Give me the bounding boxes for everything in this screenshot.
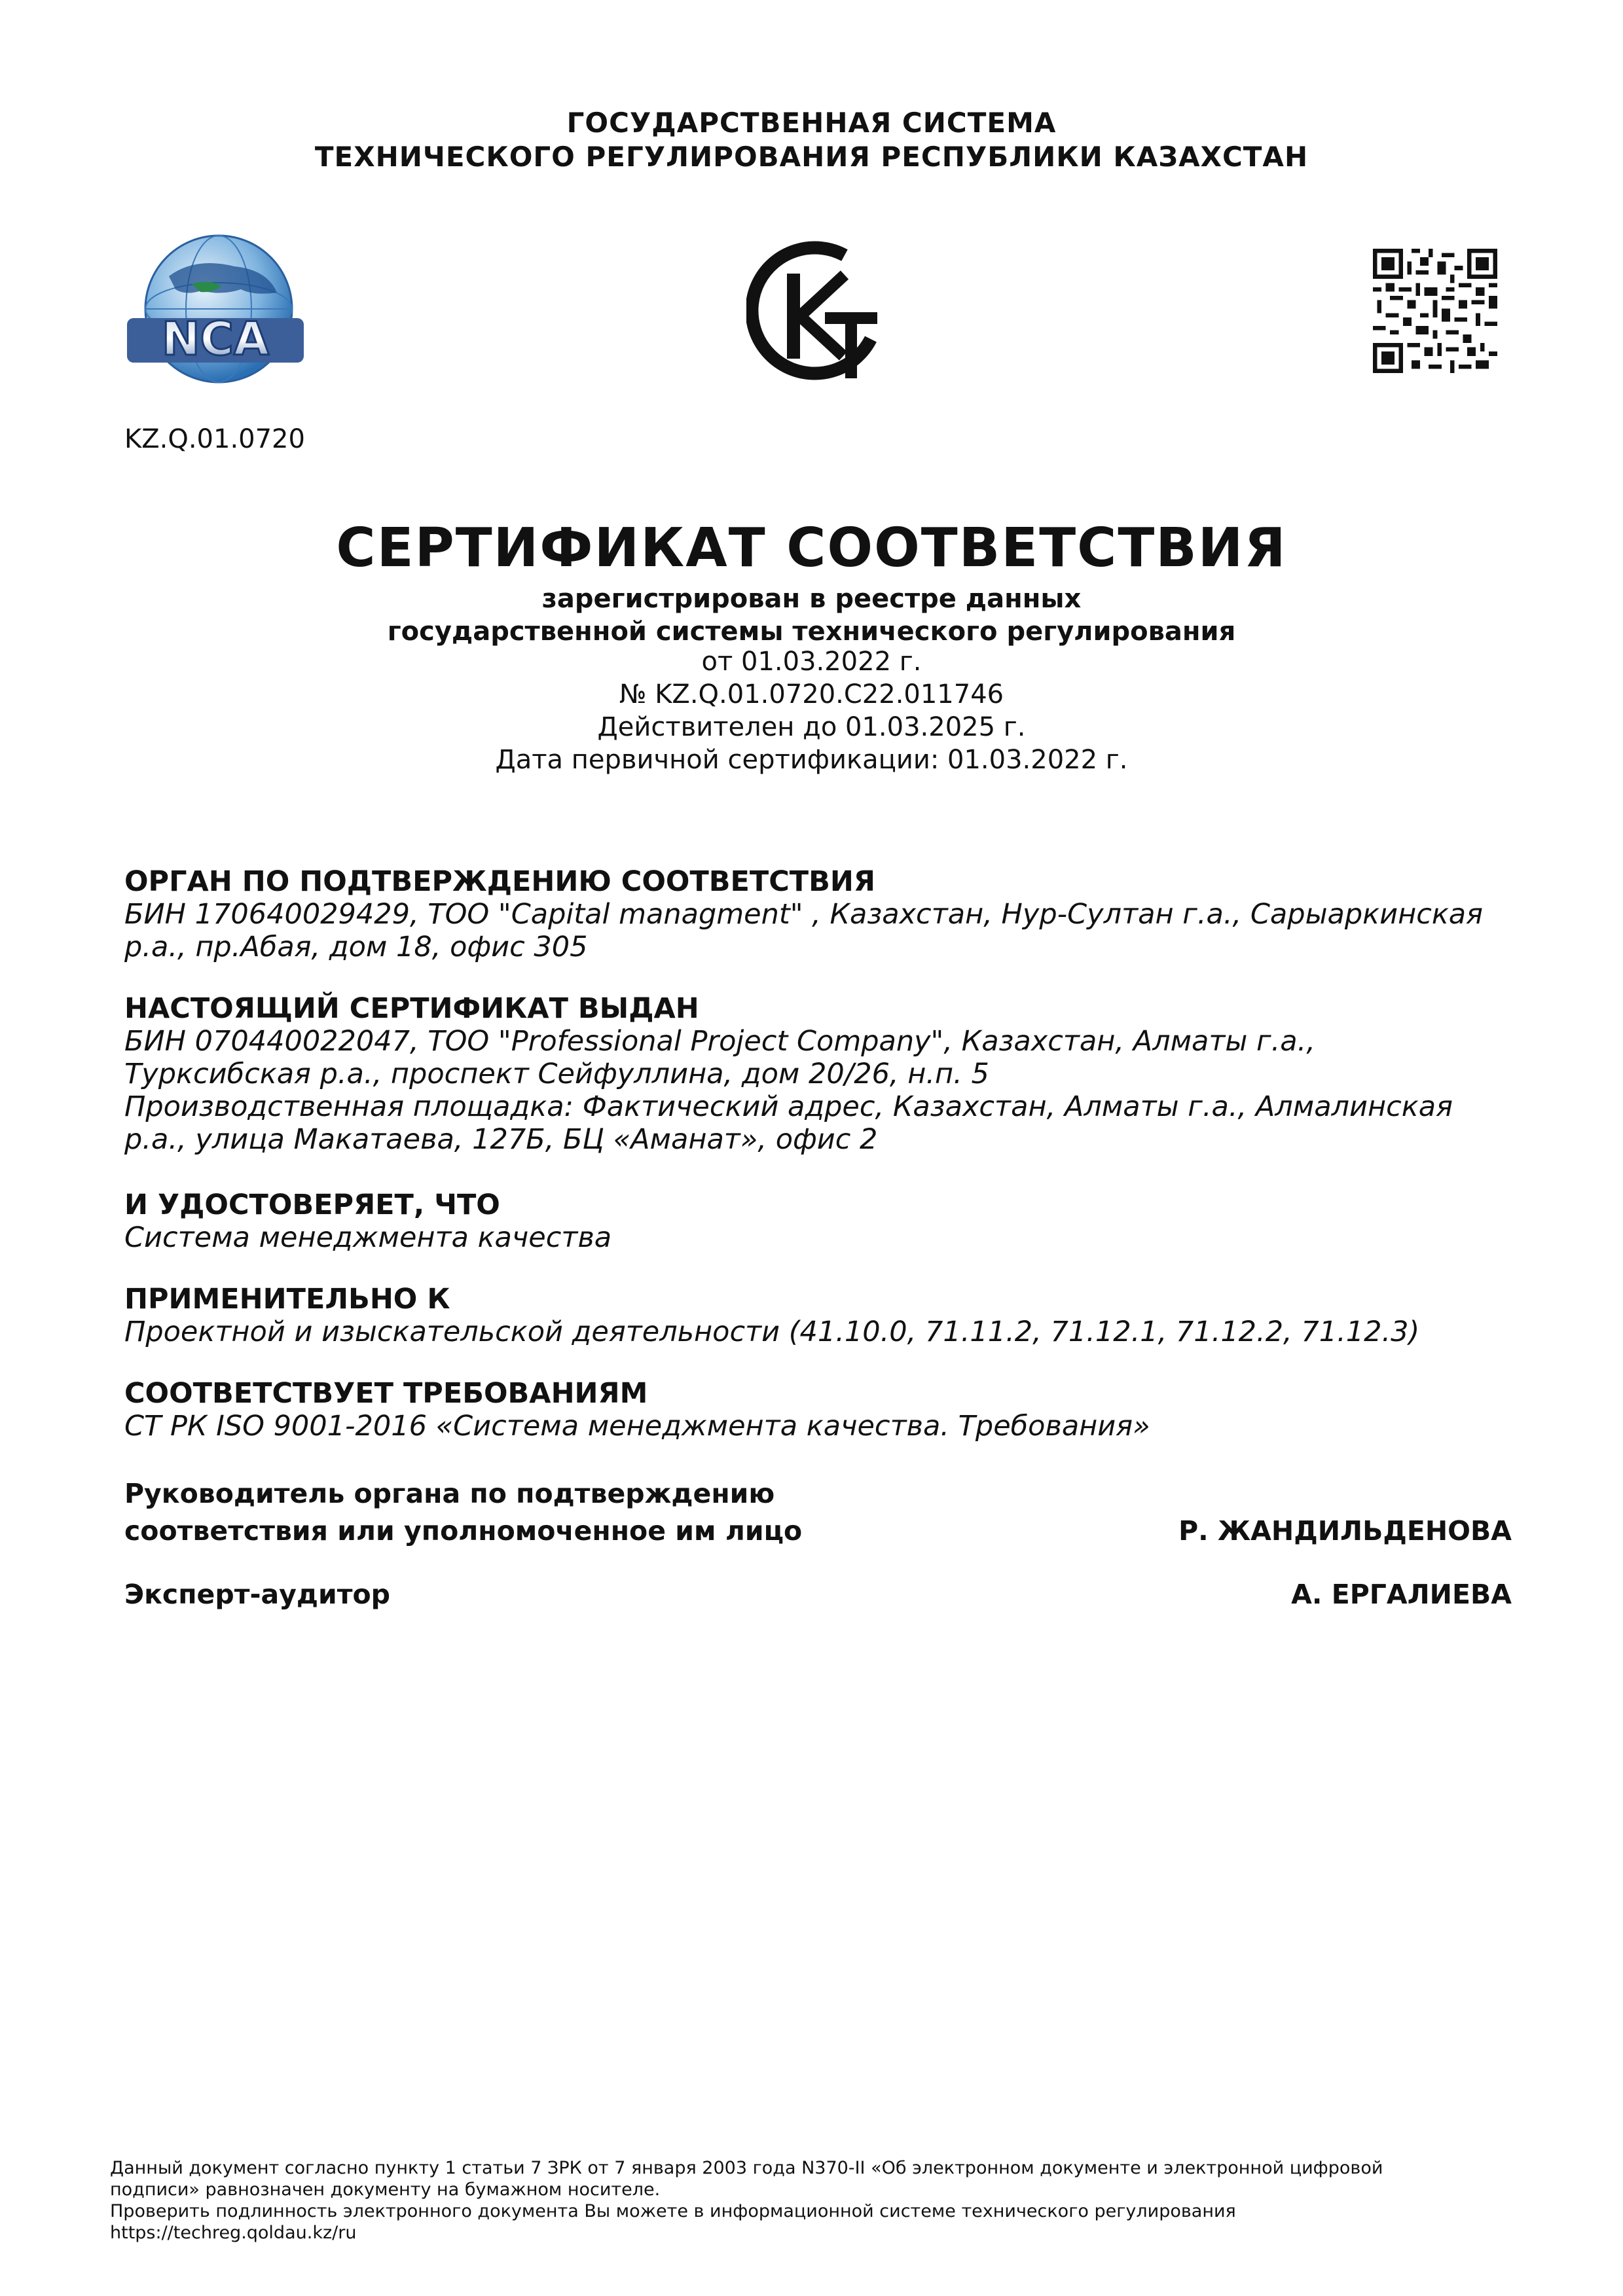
legal-footer [110, 2157, 1524, 2244]
verification-link[interactable]: https://techreg.qoldau.kz/ru [110, 2223, 357, 2243]
section-text: Система менеджмента качества [124, 1221, 612, 1254]
section-text: р.а., улица Макатаева, 127Б, БЦ «Аманат», офис 2 [124, 1123, 878, 1156]
registry-code: KZ.Q.01.0720 [124, 424, 305, 454]
footer-line: Проверить подлинность электронного документа Вы можете в информационной системе технического регулирования [110, 2201, 1236, 2221]
certificate-date: от 01.03.2022 г. [701, 647, 922, 677]
section-certifies [124, 1189, 1512, 1254]
certificate-info [0, 645, 1623, 776]
qr-code-icon [1373, 249, 1497, 373]
certificate-subtitle-line2: государственной системы технического регулирования [387, 617, 1236, 647]
certificate-subtitle [0, 583, 1623, 648]
globe-nca-logo-icon [123, 230, 308, 395]
section-heading: НАСТОЯЩИЙ СЕРТИФИКАТ ВЫДАН [124, 992, 699, 1025]
head-signatory-label-line1: Руководитель органа по подтверждению [124, 1478, 775, 1509]
kz-conformity-mark-icon [746, 241, 886, 386]
section-text: БИН 070440022047, ТОО "Professional Project Company", Казахстан, Алматы г.а., [124, 1025, 1315, 1058]
nca-logo-text: NCA [161, 312, 270, 366]
section-applies-to [124, 1283, 1512, 1348]
certificate-number: № KZ.Q.01.0720.C22.011746 [619, 679, 1004, 709]
section-text: р.а., пр.Абая, дом 18, офис 305 [124, 931, 588, 963]
section-text: БИН 170640029429, ТОО "Capital managment" , Казахстан, Нур-Султан г.а., Сарыаркинская [124, 898, 1484, 931]
section-text: Производственная площадка: Фактический адрес, Казахстан, Алматы г.а., Алмалинская [124, 1090, 1453, 1123]
certificate-subtitle-line1: зарегистрирован в реестре данных [541, 584, 1082, 614]
section-text: Проектной и изыскательской деятельности (41.10.0, 71.11.2, 71.12.1, 71.12.2, 71.12.3) [124, 1316, 1420, 1348]
section-heading: ПРИМЕНИТЕЛЬНО К [124, 1283, 450, 1316]
section-text: Турксибская р.а., проспект Сейфуллина, дом 20/26, н.п. 5 [124, 1058, 989, 1090]
footer-line: Данный документ согласно пункту 1 статьи 7 ЗРК от 7 января 2003 года N370-II «Об электронном документе и электронной цифровой [110, 2158, 1383, 2178]
expert-auditor-label: Эксперт-аудитор [124, 1579, 390, 1610]
certificate-first-date: Дата первичной сертификации: 01.03.2022 г. [495, 745, 1128, 775]
head-signatory-name: Р. ЖАНДИЛЬДЕНОВА [1178, 1515, 1512, 1547]
expert-auditor-name: А. ЕРГАЛИЕВА [1291, 1579, 1512, 1610]
footer-line: подписи» равнозначен документу на бумажном носителе. [110, 2179, 661, 2200]
certificate-valid-until: Действителен до 01.03.2025 г. [597, 712, 1026, 742]
section-certification-body [124, 865, 1512, 963]
system-title-line2: ТЕХНИЧЕСКОГО РЕГУЛИРОВАНИЯ РЕСПУБЛИКИ КАЗАХСТАН [314, 141, 1309, 173]
section-issued-to [124, 992, 1512, 1156]
section-text: СТ РК ISO 9001-2016 «Система менеджмента качества. Требования» [124, 1410, 1150, 1443]
section-requirements [124, 1377, 1512, 1443]
head-signatory-label [124, 1475, 802, 1550]
head-signatory-label-line2: соответствия или уполномоченное им лицо [124, 1515, 803, 1547]
section-heading: И УДОСТОВЕРЯЕТ, ЧТО [124, 1189, 500, 1221]
certificate-title: СЕРТИФИКАТ СООТВЕТСТВИЯ [336, 517, 1287, 579]
system-title [0, 106, 1623, 174]
system-title-line1: ГОСУДАРСТВЕННАЯ СИСТЕМА [566, 107, 1057, 139]
section-heading: ОРГАН ПО ПОДТВЕРЖДЕНИЮ СООТВЕТСТВИЯ [124, 865, 876, 898]
section-heading: СООТВЕТСТВУЕТ ТРЕБОВАНИЯМ [124, 1377, 648, 1410]
